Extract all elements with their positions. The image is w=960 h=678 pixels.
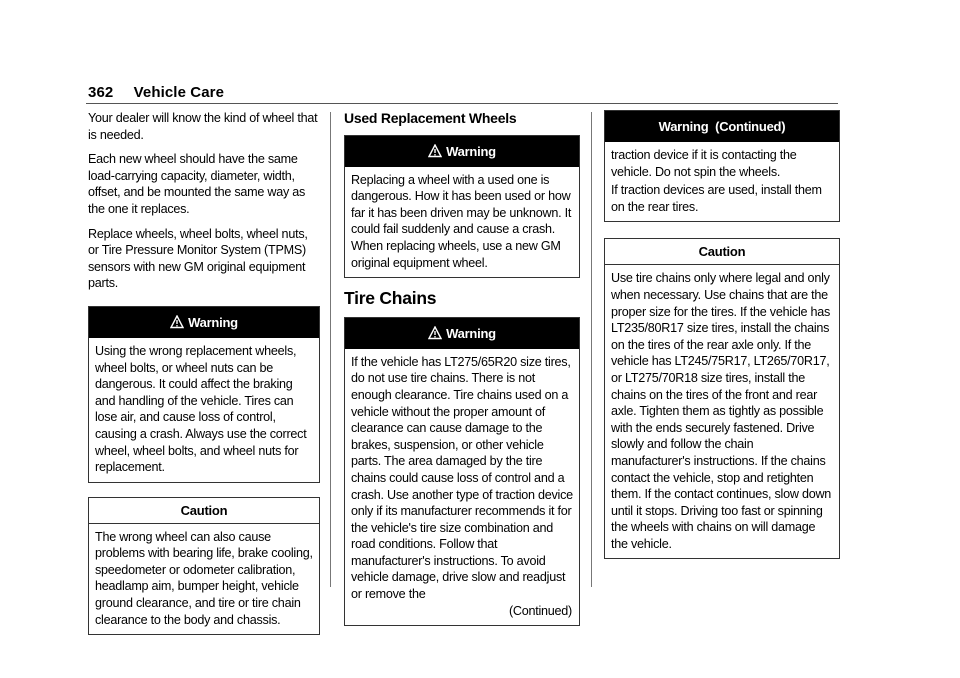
subheading: Used Replacement Wheels xyxy=(344,110,517,126)
warning-text: Replacing a wheel with a used one is dangerous. How it has been used or how far it has been driven may be unknown. It could fail suddenly and cause a crash. When replacing wheels, use a new GM original equipment wheel. xyxy=(351,172,572,270)
column-2 xyxy=(344,110,580,638)
column-divider xyxy=(330,112,331,587)
warning-icon xyxy=(170,315,184,329)
warning-text: traction device if it is contacting the vehicle. Do not spin the wheels. xyxy=(611,148,797,179)
warning-header xyxy=(89,307,319,338)
warning-text: Using the wrong replacement wheels, wheel bolts, or wheel nuts can be dangerous. It could affect the braking and handling of the vehicle. Tires can lose air, and cause loss of control, causing a crash. Always use the correct wheel, wheel bolts, and wheel nuts for replacement. xyxy=(95,343,307,475)
caution-header: Caution xyxy=(605,239,839,265)
paragraph: Each new wheel should have the same load-carrying capacity, diameter, width, offset, and be mounted the same way as the one it replaces. xyxy=(88,152,306,216)
header-rule xyxy=(86,103,838,104)
column-divider xyxy=(591,112,592,587)
paragraph: Replace wheels, wheel bolts, wheel nuts, or Tire Pressure Monitor System (TPMS) sensors with new GM original equipment parts. xyxy=(88,226,308,291)
caution-box xyxy=(604,238,840,559)
warning-text: If the vehicle has LT275/65R20 size tires, do not use tire chains. There is not enough clearance. Tire chains used on a vehicle without the proper amount of clearance can cause damage to the brakes, suspension, or other vehicle parts. The area damaged by the tire chains could cause loss of control and a crash. Use another type of traction device only if its manufacturer recommends it for the vehicle's tire size combination and road conditions. Follow that manufacturer's instructions. To avoid vehicle damage, drive slow and readjust or remove the xyxy=(351,354,573,602)
warning-header xyxy=(345,136,579,167)
warning-body xyxy=(345,349,579,626)
warning-continued-header: Warning (Continued) xyxy=(605,111,839,142)
caution-text: Use tire chains only where legal and only when necessary. Use chains that are the proper size for the tires. If the vehicle has LT235/80R17 size tires, install the chains on the tires of the rear axle only. If the vehicle has LT245/75R17, LT265/70R17, or LT275/70R18 size tires, install the chains on the tires of the front and rear axle. Tighten them as tightly as possible with the ends securely fastened. Drive slowly and follow the chain manufacturer's instructions. If the chains contact the vehicle, stop and retighten them. If the contact continues, slow down until it stops. Driving too fast or spinning the wheels with chains on will damage the vehicle. xyxy=(611,271,832,551)
warning-title: Warning xyxy=(446,325,496,341)
warning-icon xyxy=(428,326,442,340)
page-number: 362 xyxy=(88,84,114,101)
warning-box xyxy=(344,135,580,279)
section-heading: Tire Chains xyxy=(344,288,437,309)
warning-title: Warning xyxy=(188,314,238,330)
caution-box xyxy=(88,497,320,636)
caution-text: The wrong wheel can also cause problems with bearing life, brake cooling, speedometer or odometer calibration, headlamp aim, bumper height, vehicle ground clearance, and tire or tire chain clearance to the body and chassis. xyxy=(95,529,313,627)
warning-box xyxy=(88,306,320,483)
continued-label: (Continued) xyxy=(508,603,572,618)
column-1 xyxy=(88,110,320,647)
warning-icon xyxy=(428,144,442,158)
warning-header xyxy=(345,318,579,349)
page-header xyxy=(88,84,224,101)
warning-title: Warning xyxy=(446,143,496,159)
paragraph: Your dealer will know the kind of wheel that is needed. xyxy=(88,111,318,142)
warning-continued-box xyxy=(604,110,840,222)
warning-text: If traction devices are used, install them on the rear tires. xyxy=(611,183,822,214)
section-title: Vehicle Care xyxy=(133,84,225,101)
column-3 xyxy=(604,110,840,571)
caution-header: Caution xyxy=(89,498,319,524)
warning-continued-body xyxy=(605,142,839,221)
warning-box xyxy=(344,317,580,627)
